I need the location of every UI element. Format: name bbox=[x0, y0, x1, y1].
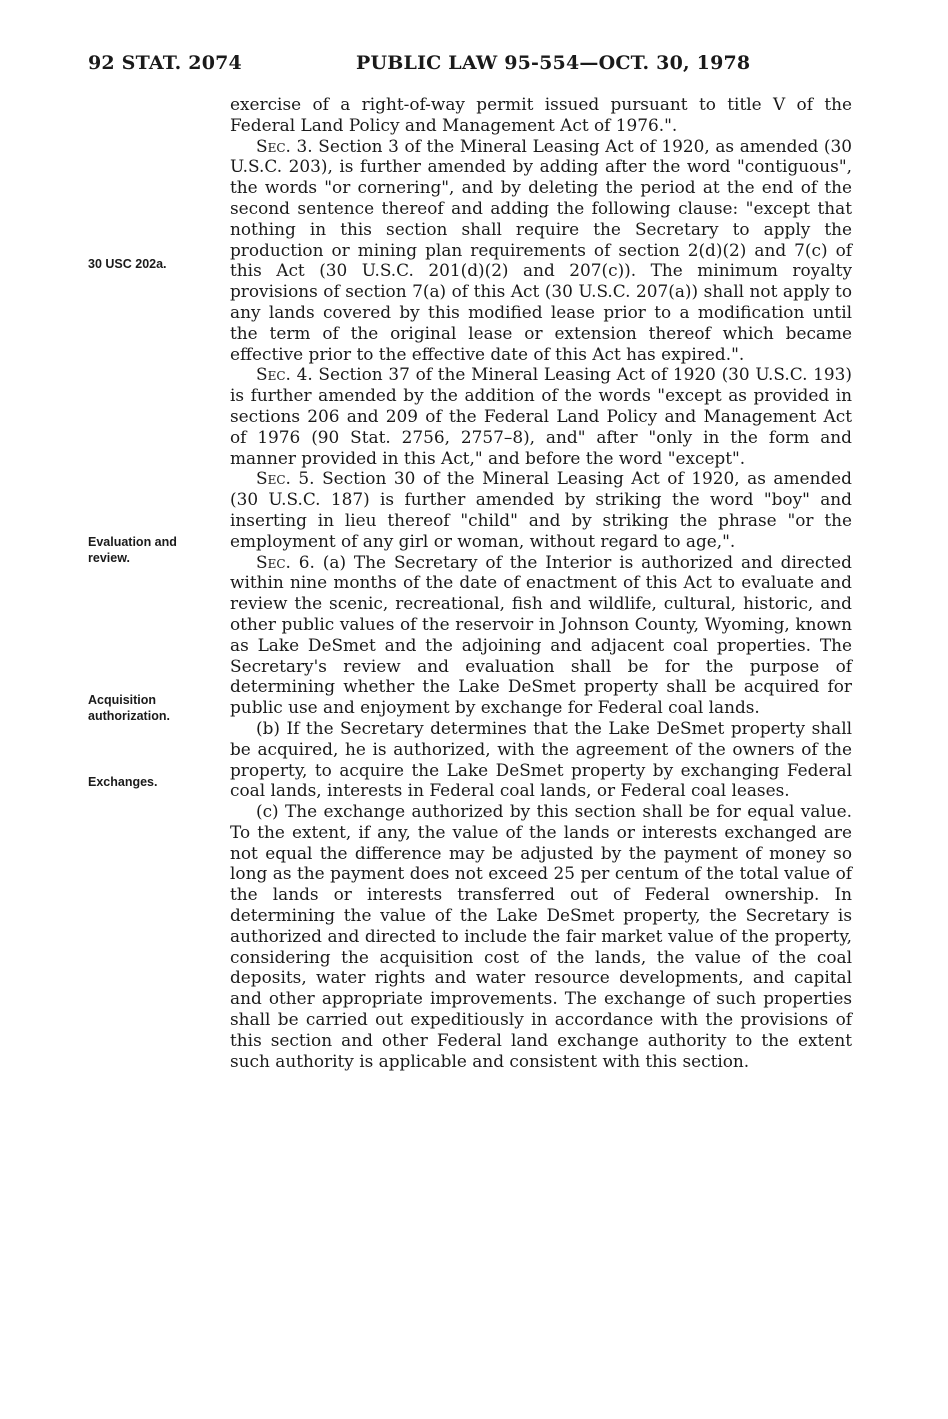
statute-body bbox=[230, 94, 852, 1071]
paragraph-continuation: exercise of a right-of-way permit issued pursuant to title V of the Federal Land Policy and Management Act of 1976.". bbox=[230, 94, 852, 135]
margin-note-usc: 30 USC 202a. bbox=[88, 257, 167, 271]
section-label: Sec. bbox=[256, 364, 291, 385]
margin-note-evaluation: Evaluation and review. bbox=[88, 535, 177, 565]
section-label: Sec. bbox=[256, 135, 291, 156]
margin-note-acquisition: Acquisition authorization. bbox=[88, 693, 170, 723]
paragraph-sec-4: Sec. 4. Section 37 of the Mineral Leasing Act of 1920 (30 U.S.C. 193) is further amended by the addition of the words "except as provided in sections 206 and 209 of the Federal Land Policy and Management Act of 1976 (90 Stat. 2756, 2757–8), and" after "only in the form and manner provided in this Act," and before the word "except". bbox=[230, 364, 852, 468]
law-title: PUBLIC LAW 95-554—OCT. 30, 1978 bbox=[356, 52, 751, 74]
page-reference: 92 STAT. 2074 bbox=[88, 52, 242, 74]
section-label: Sec. bbox=[256, 468, 291, 489]
running-header bbox=[88, 52, 878, 82]
section-label: Sec. bbox=[256, 551, 291, 572]
paragraph-sec-6c: (c) The exchange authorized by this section shall be for equal value. To the extent, if any, the value of the lands or interests exchanged are not equal the difference may be adjusted by the payment of money so long as the payment does not exceed 25 per centum of the total value of the lands or interests transferred out of Federal ownership. In determining the value of the Lake DeSmet property, the Secretary is authorized and directed to include the fair market value of the property, considering the acquisition cost of the lands, the value of the coal deposits, water rights and water resource developments, and capital and other appropriate improvements. The exchange of such properties shall be carried out expeditiously in accordance with the provisions of this section and other Federal land exchange authority to the extent such authority is applicable and consistent with this section. bbox=[230, 801, 852, 1071]
margin-note-exchanges: Exchanges. bbox=[88, 775, 158, 789]
paragraph-sec-6b: (b) If the Secretary determines that the Lake DeSmet property shall be acquired, he is authorized, with the agreement of the owners of the property, to acquire the Lake DeSmet property by exchanging Federal coal lands, interests in Federal coal lands, or Federal coal leases. bbox=[230, 717, 852, 801]
paragraph-sec-5: Sec. 5. Section 30 of the Mineral Leasing Act of 1920, as amended (30 U.S.C. 187) is further amended by striking the word "boy" and inserting in lieu thereof "child" and by striking the phrase "or the employment of any girl or woman, without regard to age,". bbox=[230, 468, 852, 551]
paragraph-sec-3: Sec. 3. Section 3 of the Mineral Leasing Act of 1920, as amended (30 U.S.C. 203), is further amended by adding after the word "contiguous", the words "or cornering", and by deleting the period at the end of the second sentence thereof and adding the following clause: "except that nothing in this section shall require the Secretary to apply the production or mining plan requirements of section 2(d)(2) and 7(c) of this Act (30 U.S.C. 201(d)(2) and 207(c)). The minimum royalty provisions of section 7(a) of this Act (30 U.S.C. 207(a)) shall not apply to any lands covered by this modified lease prior to a modification until the term of the original lease or extension thereof which became effective prior to the effective date of this Act has expired.". bbox=[230, 135, 852, 364]
paragraph-sec-6a: Sec. 6. (a) The Secretary of the Interior is authorized and directed within nine months of the date of enactment of this Act to evaluate and review the scenic, recreational, fish and wildlife, cultural, historic, and other public values of the reservoir in Johnson County, Wyoming, known as Lake DeSmet and the adjoining and adjacent coal properties. The Secretary's review and evaluation shall be for the purpose of determining whether the Lake DeSmet property shall be acquired for public use and enjoyment by exchange for Federal coal lands. bbox=[230, 551, 852, 718]
